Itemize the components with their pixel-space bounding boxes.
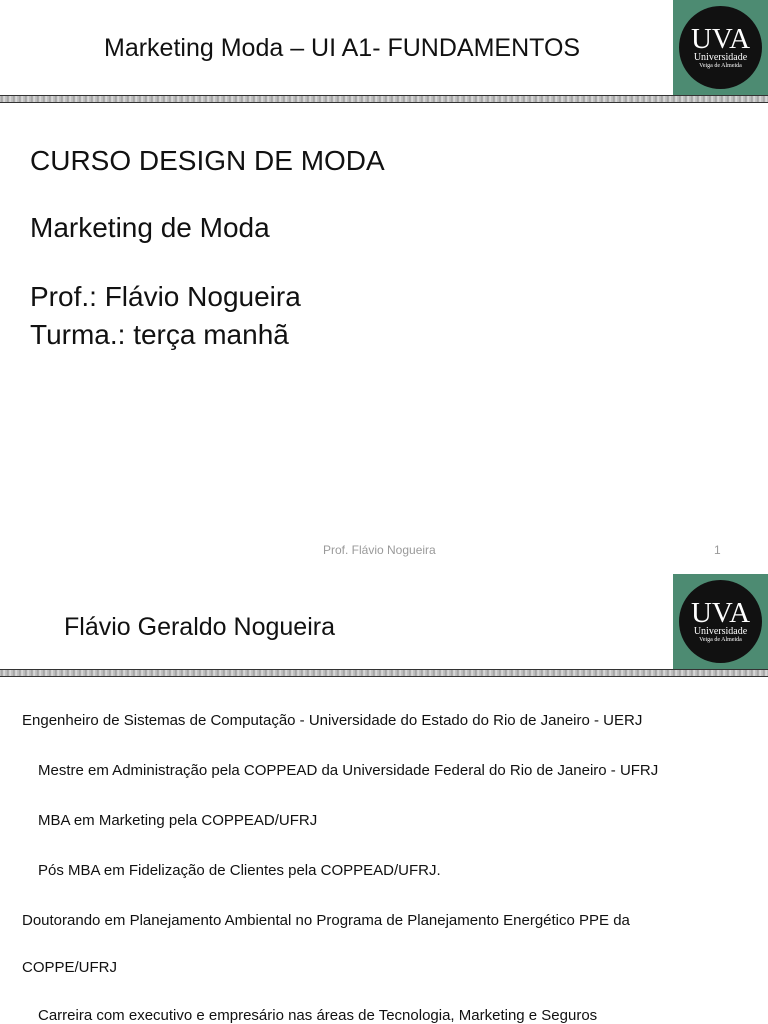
logo-line2: Veiga de Almeida	[699, 62, 742, 69]
subject-name: Marketing de Moda	[30, 212, 270, 243]
logo-name: UVA	[690, 22, 751, 55]
cv-item: COPPE/UFRJ	[22, 959, 118, 976]
uva-logo-circle	[679, 6, 762, 89]
cv-item: Mestre em Administração pela COPPEAD da Universidade Federal do Rio de Janeiro - UFRJ	[38, 762, 659, 779]
page-number: 1	[714, 543, 721, 557]
uva-logo-circle	[679, 580, 762, 663]
title-divider	[0, 95, 768, 103]
class-name: Turma.: terça manhã	[30, 319, 289, 350]
cv-item: Engenheiro de Sistemas de Computação - Universidade do Estado do Rio de Janeiro - UERJ	[22, 712, 643, 729]
cv-item: Carreira com executivo e empresário nas áreas de Tecnologia, Marketing e Seguros	[38, 1007, 598, 1024]
slide-title: Marketing Moda – UI A1- FUNDAMENTOS	[104, 34, 581, 62]
logo-name: UVA	[690, 596, 751, 629]
logo-line1: Universidade	[693, 51, 748, 63]
cv-item: Pós MBA em Fidelização de Clientes pela COPPEAD/UFRJ.	[38, 862, 441, 879]
uva-logo	[673, 574, 768, 669]
logo-line1: Universidade	[693, 625, 748, 637]
cv-item: Doutorando em Planejamento Ambiental no Programa de Planejamento Energético PPE da	[22, 912, 630, 929]
slide-2	[0, 574, 768, 1024]
cv-item: MBA em Marketing pela COPPEAD/UFRJ	[38, 812, 318, 829]
slide-title: Flávio Geraldo Nogueira	[64, 613, 335, 641]
title-divider	[0, 669, 768, 677]
uva-logo	[673, 0, 768, 95]
logo-line2: Veiga de Almeida	[699, 636, 742, 643]
slide-footer: Prof. Flávio Nogueira	[323, 543, 436, 557]
course-name: CURSO DESIGN DE MODA	[30, 145, 385, 176]
professor-name: Prof.: Flávio Nogueira	[30, 281, 301, 312]
